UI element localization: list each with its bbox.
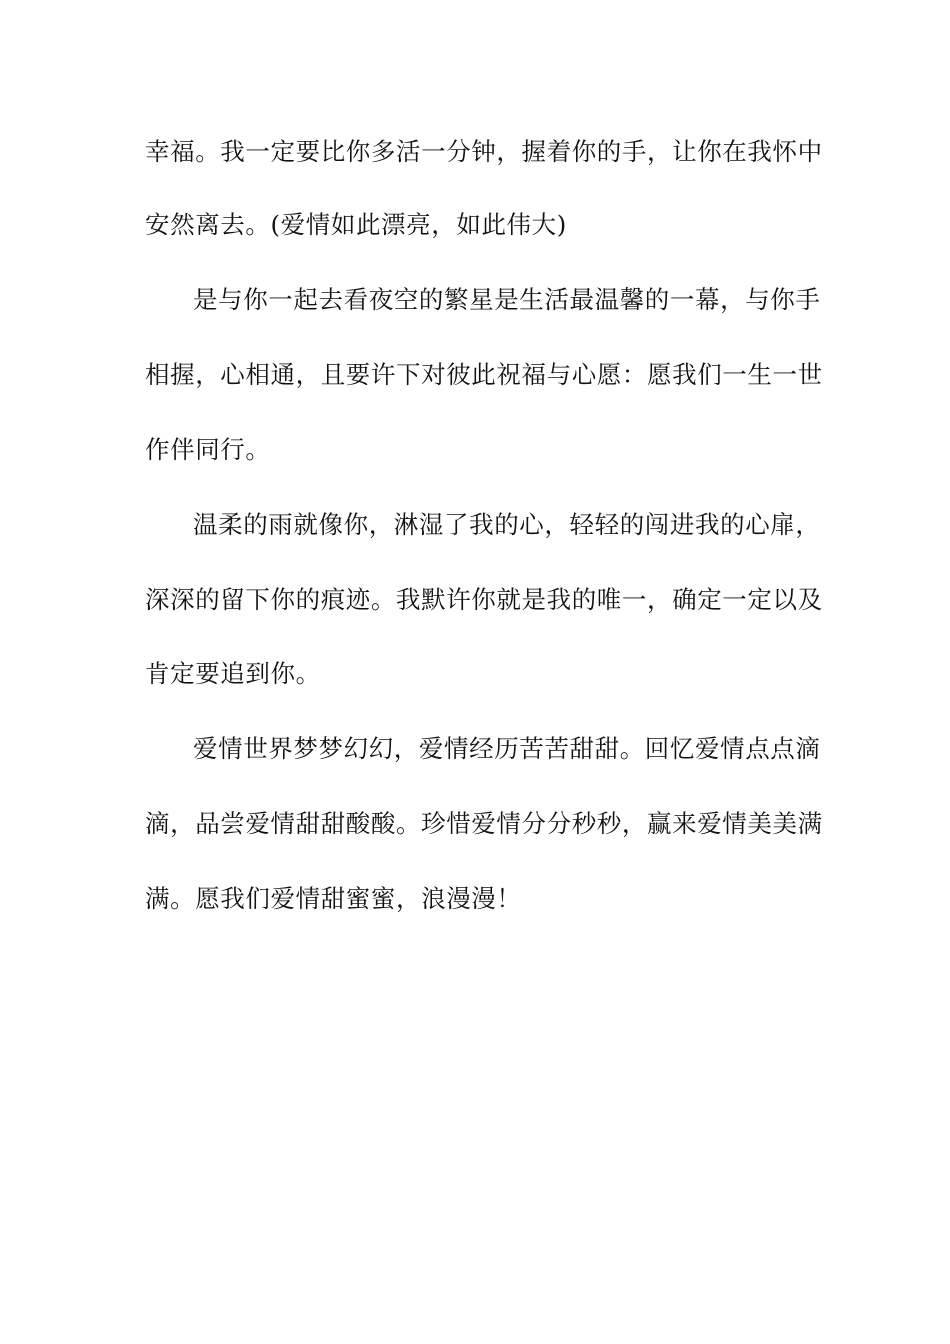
paragraph-line: 是与你一起去看夜空的繁星是生活最温馨的一幕，与你手 (193, 285, 821, 314)
paragraph-line: 滴，品尝爱情甜甜酸酸。珍惜爱情分分秒秒，赢来爱情美美满 (145, 809, 823, 838)
paragraph-line: 满。愿我们爱情甜蜜蜜，浪漫漫！ (145, 884, 522, 913)
paragraph-line: 温柔的雨就像你，淋湿了我的心，轻轻的闯进我的心扉， (193, 510, 821, 539)
paragraph-line: 相握，心相通，且要许下对彼此祝福与心愿：愿我们一生一世 (145, 360, 823, 389)
paragraph-line: 肯定要追到你。 (145, 659, 321, 688)
paragraph-line: 幸福。我一定要比你多活一分钟，握着你的手，让你在我怀中 (145, 137, 823, 166)
paragraph-line: 安然离去。(爱情如此漂亮，如此伟大) (145, 210, 567, 239)
paragraph-line: 深深的留下你的痕迹。我默许你就是我的唯一，确定一定以及 (145, 585, 823, 614)
paragraph-line: 作伴同行。 (145, 435, 271, 464)
paragraph-line: 爱情世界梦梦幻幻，爱情经历苦苦甜甜。回忆爱情点点滴 (193, 734, 821, 763)
